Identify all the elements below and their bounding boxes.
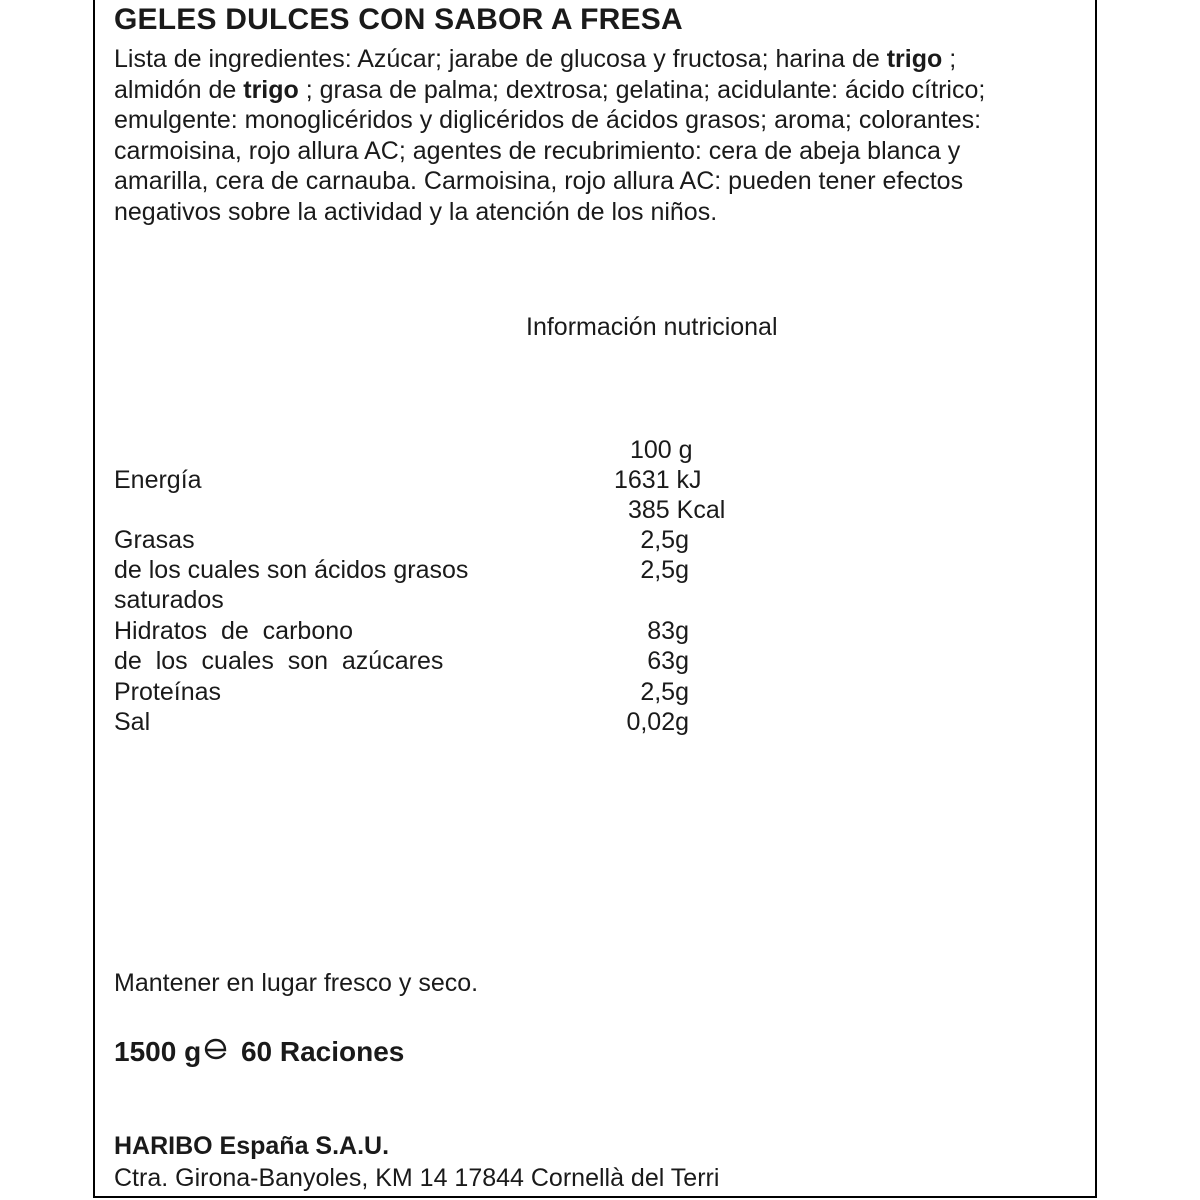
company-address: Ctra. Girona-Banyoles, KM 14 17844 Cornellà del Terri bbox=[114, 1164, 720, 1192]
salt-label: Sal bbox=[114, 708, 151, 736]
energy-kj-value: 1631 kJ bbox=[614, 466, 702, 494]
ingredients-list bbox=[114, 44, 1044, 228]
net-quantity-line bbox=[114, 1036, 404, 1068]
fat-value: 2,5g bbox=[640, 526, 689, 554]
ingredients-text-3: ; grasa de palma; dextrosa; gelatina; acidulante: ácido cítrico; emulgente: monoglicéridos y diglicéridos de ácidos grasos; aroma; colorantes: carmoisina, rojo allura AC; agentes de recubrimiento: cera de abeja blanca y amarilla, cera de carnauba. Carmoisina, rojo allura AC: pueden tener efectos negativos sobre la actividad y la atención de los niños. bbox=[114, 75, 986, 226]
ingredients-text-2: ; almidón de bbox=[114, 45, 957, 104]
carbohydrates-label: Hidratos de carbono bbox=[114, 617, 354, 645]
energy-kcal-value: 385 Kcal bbox=[628, 496, 726, 524]
protein-value: 2,5g bbox=[640, 678, 689, 706]
fat-label: Grasas bbox=[114, 526, 195, 554]
carbohydrates-value: 83g bbox=[647, 617, 689, 645]
saturated-fat-label: de los cuales son ácidos grasos saturados bbox=[114, 556, 469, 614]
nutrition-column-header: 100 g bbox=[630, 436, 693, 464]
estimated-sign-icon bbox=[203, 1037, 229, 1061]
product-title: GELES DULCES CON SABOR A FRESA bbox=[114, 3, 683, 36]
energy-label: Energía bbox=[114, 466, 202, 494]
sugars-label: de los cuales son azúcares bbox=[114, 647, 444, 675]
storage-instructions: Mantener en lugar fresco y seco. bbox=[114, 969, 479, 997]
saturated-fat-value: 2,5g bbox=[640, 556, 689, 584]
sugars-value: 63g bbox=[647, 647, 689, 675]
allergen-wheat-1: trigo bbox=[886, 45, 943, 73]
net-weight: 1500 g bbox=[114, 1036, 202, 1067]
salt-value: 0,02g bbox=[626, 708, 689, 736]
nutrition-title: Información nutricional bbox=[526, 313, 778, 341]
company-name: HARIBO España S.A.U. bbox=[114, 1132, 390, 1160]
ingredients-text-1: Lista de ingredientes: Azúcar; jarabe de glucosa y fructosa; harina de bbox=[114, 45, 887, 73]
portions: 60 Raciones bbox=[240, 1036, 405, 1067]
protein-label: Proteínas bbox=[114, 678, 222, 706]
allergen-wheat-2: trigo bbox=[243, 75, 299, 104]
